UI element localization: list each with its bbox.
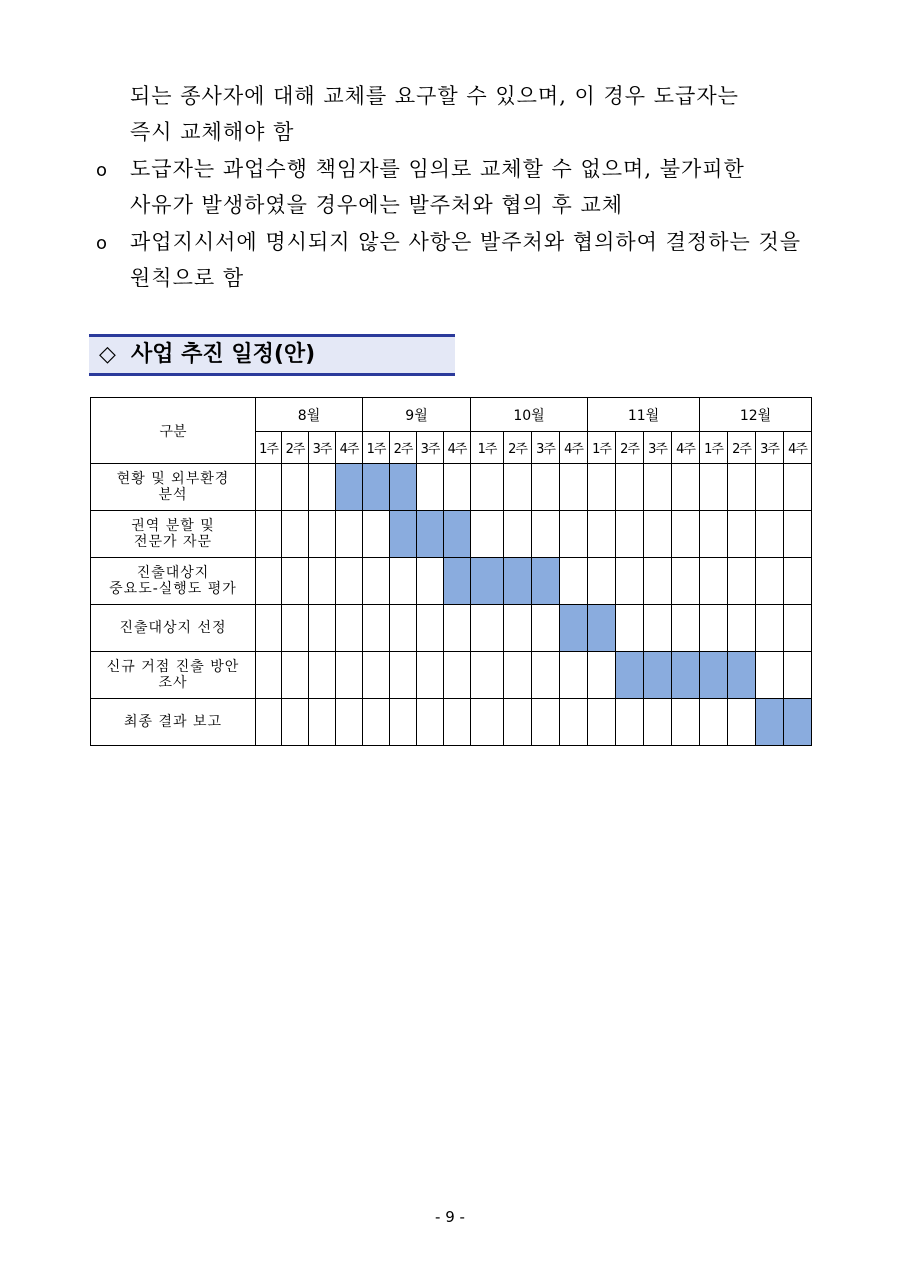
schedule-cell [390, 699, 417, 746]
schedule-cell [309, 699, 336, 746]
bullet-item-line: 원칙으로 함 [130, 266, 245, 290]
schedule-cell [417, 652, 444, 699]
schedule-cell [471, 605, 504, 652]
schedule-cell [560, 511, 588, 558]
schedule-bar-cell [417, 511, 444, 558]
schedule-cell [363, 605, 390, 652]
schedule-cell [390, 558, 417, 605]
schedule-cell [728, 605, 756, 652]
week-header: 4주 [336, 432, 363, 464]
schedule-cell [471, 464, 504, 511]
week-header: 3주 [417, 432, 444, 464]
schedule-cell [363, 558, 390, 605]
schedule-cell [616, 699, 644, 746]
schedule-bar-cell [336, 464, 363, 511]
schedule-cell [616, 558, 644, 605]
schedule-cell [672, 464, 700, 511]
schedule-cell [256, 464, 282, 511]
schedule-cell [282, 605, 309, 652]
schedule-cell [672, 511, 700, 558]
schedule-cell [756, 464, 784, 511]
task-row [91, 699, 812, 746]
schedule-cell [560, 699, 588, 746]
task-label-line: 현황 및 외부환경 [116, 471, 230, 487]
week-header: 3주 [756, 432, 784, 464]
schedule-cell [644, 558, 672, 605]
schedule-cell [256, 511, 282, 558]
schedule-cell [784, 558, 812, 605]
month-header: 8월 [256, 398, 363, 432]
task-label-line: 전문가 자문 [133, 534, 213, 550]
schedule-cell [256, 605, 282, 652]
schedule-cell [700, 605, 728, 652]
schedule-cell [588, 558, 616, 605]
schedule-cell [417, 558, 444, 605]
schedule-cell [471, 652, 504, 699]
schedule-cell [588, 464, 616, 511]
schedule-cell [644, 511, 672, 558]
week-header: 1주 [363, 432, 390, 464]
schedule-cell [532, 511, 560, 558]
schedule-cell [444, 652, 471, 699]
schedule-cell [282, 464, 309, 511]
task-label-line: 진출대상지 선정 [119, 620, 227, 636]
schedule-cell [700, 558, 728, 605]
week-header: 2주 [616, 432, 644, 464]
week-header: 4주 [560, 432, 588, 464]
schedule-cell [588, 511, 616, 558]
schedule-cell [672, 699, 700, 746]
section-title: 사업 추진 일정(안) [131, 342, 316, 367]
schedule-cell [336, 605, 363, 652]
schedule-cell [256, 558, 282, 605]
week-header: 4주 [672, 432, 700, 464]
schedule-cell [616, 605, 644, 652]
schedule-bar-cell [390, 511, 417, 558]
month-header: 12월 [700, 398, 812, 432]
schedule-cell [390, 652, 417, 699]
schedule-cell [700, 511, 728, 558]
section-heading [89, 334, 455, 376]
task-label [91, 511, 256, 558]
schedule-cell [504, 464, 532, 511]
week-header: 2주 [504, 432, 532, 464]
schedule-cell [417, 699, 444, 746]
schedule-bar-cell [471, 558, 504, 605]
month-header: 11월 [588, 398, 700, 432]
schedule-cell [504, 652, 532, 699]
schedule-cell [256, 699, 282, 746]
schedule-cell [700, 699, 728, 746]
schedule-cell [444, 699, 471, 746]
schedule-cell [644, 605, 672, 652]
schedule-bar-cell [560, 605, 588, 652]
schedule-cell [504, 511, 532, 558]
schedule-cell [417, 464, 444, 511]
schedule-cell [309, 652, 336, 699]
schedule-cell [282, 699, 309, 746]
schedule-bar-cell [504, 558, 532, 605]
schedule-cell [504, 605, 532, 652]
task-row [91, 464, 812, 511]
week-header: 2주 [282, 432, 309, 464]
task-row [91, 652, 812, 699]
schedule-bar-cell [644, 652, 672, 699]
schedule-cell [390, 605, 417, 652]
schedule-cell [444, 464, 471, 511]
task-label-line: 중요도-실행도 평가 [109, 581, 237, 597]
schedule-bar-cell [756, 699, 784, 746]
schedule-cell [309, 464, 336, 511]
week-header: 3주 [309, 432, 336, 464]
schedule-cell [504, 699, 532, 746]
schedule-cell [282, 511, 309, 558]
schedule-cell [336, 511, 363, 558]
schedule-cell [282, 652, 309, 699]
schedule-cell [532, 699, 560, 746]
task-label-line: 조사 [158, 675, 188, 691]
task-label-line: 신규 거점 진출 방안 [106, 659, 240, 675]
schedule-cell [363, 652, 390, 699]
schedule-cell [616, 464, 644, 511]
schedule-bar-cell [784, 699, 812, 746]
schedule-cell [588, 652, 616, 699]
schedule-bar-cell [532, 558, 560, 605]
month-header: 9월 [363, 398, 471, 432]
schedule-cell [728, 699, 756, 746]
month-header: 10월 [471, 398, 588, 432]
schedule-cell [784, 511, 812, 558]
schedule-bar-cell [444, 511, 471, 558]
task-label [91, 558, 256, 605]
diamond-icon: ◇ [99, 342, 116, 367]
schedule-cell [471, 699, 504, 746]
schedule-bar-cell [700, 652, 728, 699]
schedule-cell [560, 652, 588, 699]
schedule-cell [560, 464, 588, 511]
schedule-cell [756, 652, 784, 699]
bullet-item-line: 과업지시서에 명시되지 않은 사항은 발주처와 협의하여 결정하는 것을 [130, 230, 802, 254]
week-header: 3주 [644, 432, 672, 464]
schedule-cell [784, 652, 812, 699]
week-header: 4주 [444, 432, 471, 464]
schedule-table [90, 397, 812, 746]
schedule-cell [471, 511, 504, 558]
schedule-cell [644, 699, 672, 746]
task-label [91, 464, 256, 511]
schedule-cell [756, 511, 784, 558]
task-label-line: 권역 분할 및 [131, 518, 215, 534]
bullet-symbol: ο [96, 233, 109, 254]
week-header: 1주 [588, 432, 616, 464]
schedule-cell [700, 464, 728, 511]
week-header: 3주 [532, 432, 560, 464]
schedule-bar-cell [363, 464, 390, 511]
week-header: 1주 [700, 432, 728, 464]
week-header: 1주 [256, 432, 282, 464]
schedule-cell [444, 605, 471, 652]
schedule-bar-cell [444, 558, 471, 605]
month-header-row [91, 398, 812, 432]
paragraph-line: 되는 종사자에 대해 교체를 요구할 수 있으며, 이 경우 도급자는 [130, 84, 739, 108]
week-header: 1주 [471, 432, 504, 464]
task-row [91, 558, 812, 605]
schedule-cell [532, 605, 560, 652]
schedule-cell [756, 605, 784, 652]
schedule-cell [417, 605, 444, 652]
task-label-line: 분석 [158, 487, 188, 503]
schedule-cell [728, 464, 756, 511]
week-header: 2주 [390, 432, 417, 464]
week-header: 4주 [784, 432, 812, 464]
schedule-cell [756, 558, 784, 605]
schedule-cell [309, 558, 336, 605]
schedule-bar-cell [616, 652, 644, 699]
task-label [91, 652, 256, 699]
bullet-item-line: 사유가 발생하였을 경우에는 발주처와 협의 후 교체 [130, 193, 624, 217]
task-row [91, 605, 812, 652]
schedule-cell [784, 464, 812, 511]
page-number: - 9 - [435, 1208, 465, 1226]
schedule-bar-cell [390, 464, 417, 511]
schedule-cell [363, 511, 390, 558]
schedule-cell [363, 699, 390, 746]
schedule-cell [728, 511, 756, 558]
task-label-line: 진출대상지 [136, 565, 210, 581]
schedule-cell [560, 558, 588, 605]
task-label [91, 699, 256, 746]
schedule-bar-cell [728, 652, 756, 699]
task-label-line: 최종 결과 보고 [123, 714, 223, 730]
schedule-cell [309, 605, 336, 652]
bullet-item-line: 도급자는 과업수행 책임자를 임의로 교체할 수 없으며, 불가피한 [130, 157, 745, 181]
schedule-cell [336, 558, 363, 605]
schedule-cell [532, 652, 560, 699]
schedule-bar-cell [588, 605, 616, 652]
week-header: 2주 [728, 432, 756, 464]
schedule-cell [616, 511, 644, 558]
schedule-cell [256, 652, 282, 699]
schedule-cell [282, 558, 309, 605]
schedule-cell [728, 558, 756, 605]
schedule-cell [532, 464, 560, 511]
schedule-cell [588, 699, 616, 746]
task-label [91, 605, 256, 652]
task-row [91, 511, 812, 558]
schedule-cell [784, 605, 812, 652]
schedule-cell [309, 511, 336, 558]
schedule-bar-cell [672, 652, 700, 699]
schedule-cell [672, 605, 700, 652]
schedule-cell [336, 699, 363, 746]
schedule-cell [644, 464, 672, 511]
schedule-cell [672, 558, 700, 605]
schedule-cell [336, 652, 363, 699]
category-header: 구분 [91, 398, 256, 464]
paragraph-line: 즉시 교체해야 함 [130, 120, 295, 144]
bullet-symbol: ο [96, 160, 109, 181]
